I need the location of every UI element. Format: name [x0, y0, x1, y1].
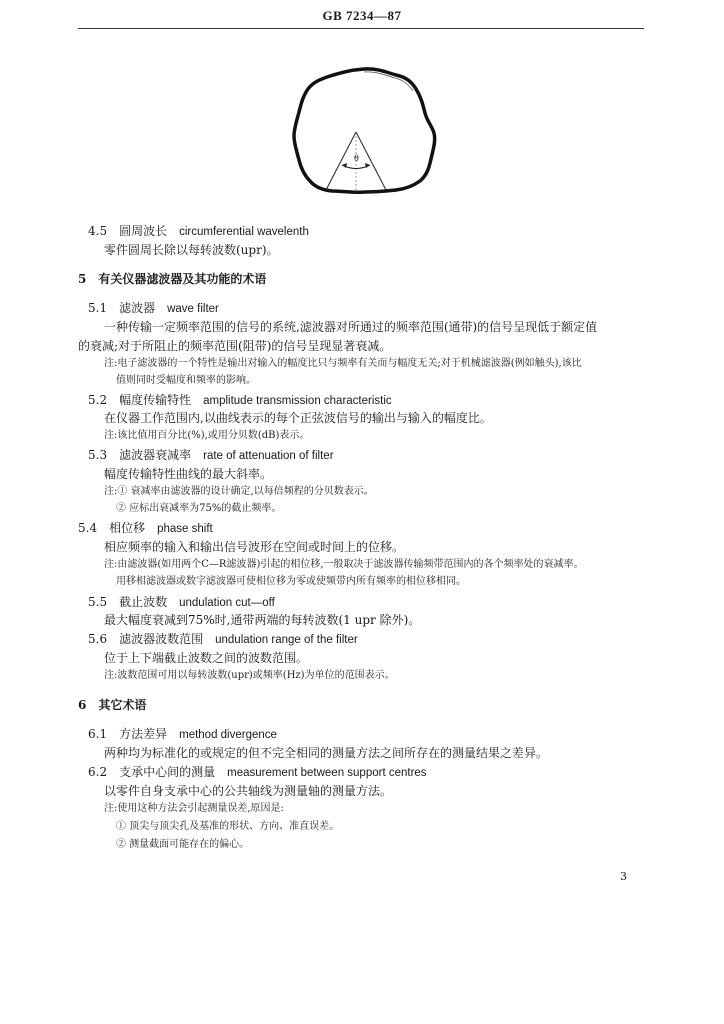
- angle-label: θ: [354, 154, 359, 163]
- term-5-1: 5.1 滤波器 wave filter: [88, 301, 219, 315]
- profile-inner-edge: [364, 72, 413, 91]
- note-5-3-item2: ② 应标出衰减率为75%的截止频率。: [116, 503, 282, 514]
- definition-4-5: 零件圆周长除以每转波数(upr)。: [104, 243, 279, 257]
- definition-6-2: 以零件自身支承中心的公共轴线为测量轴的测量方法。: [104, 784, 393, 798]
- term-5-6: 5.6 滤波器波数范围 undulation range of the filter: [88, 632, 358, 646]
- definition-6-1: 两种均为标准化的或规定的但不完全相同的测量方法之间所存在的测量结果之差异。: [104, 746, 549, 760]
- term-5-5: 5.5 截止波数 undulation cut—off: [88, 595, 275, 609]
- section-5-heading: 5 有关仪器滤波器及其功能的术语: [78, 272, 267, 286]
- definition-5-1-line2: 的衰减;对于所阻止的频率范围(阻带)的信号呈现显著衰减。: [78, 339, 392, 353]
- note-6-2-intro: 注:使用这种方法会引起测量误差,原因是:: [104, 803, 284, 814]
- undulation-diagram: [284, 62, 444, 202]
- note-5-6: 注:波数范围可用以每转波数(upr)或频率(Hz)为单位的范围表示。: [104, 670, 395, 681]
- note-6-2-item2: ② 测量截面可能存在的偏心。: [116, 839, 250, 850]
- definition-5-5: 最大幅度衰减到75%时,通带两端的每转波数(1 upr 除外)。: [104, 613, 421, 627]
- term-4-5: 4.5 圆周波长 circumferential wavelenth: [88, 224, 309, 238]
- definition-5-1-line1: 一种传输一定频率范围的信号的系统,滤波器对所通过的频率范围(通带)的信号呈现低于额定值: [104, 320, 598, 334]
- page-number: 3: [620, 870, 627, 883]
- term-6-1: 6.1 方法差异 method divergence: [88, 727, 277, 741]
- definition-5-3: 幅度传输特性曲线的最大斜率。: [104, 467, 273, 481]
- definition-5-6: 位于上下端截止波数之间的波数范围。: [104, 651, 309, 665]
- note-5-1-line1: 注:电子滤波器的一个特性是输出对输入的幅度比只与频率有关而与幅度无关;对于机械滤波器(例如触头),该比: [104, 358, 582, 369]
- note-5-4-line2: 用移相滤波器或数字滤波器可使相位移为零或使频带内所有频率的相位移相同。: [116, 576, 466, 587]
- wedge-right-line: [356, 132, 386, 190]
- note-5-4-line1: 注:由滤波器(如用两个C—R滤波器)引起的相位移,一般取决于滤波器传输频带范围内的各个频率处的衰减率。: [104, 559, 584, 570]
- term-5-2: 5.2 幅度传输特性 amplitude transmission characteristic: [88, 393, 392, 407]
- section-6-heading: 6 其它术语: [78, 698, 147, 712]
- note-5-3-item1: 注:① 衰减率由滤波器的设计确定,以每倍频程的分贝数表示。: [104, 486, 374, 497]
- header-rule: [78, 28, 644, 29]
- note-5-1-line2: 值则同时受幅度和频率的影响。: [116, 375, 256, 386]
- definition-5-2: 在仪器工作范围内,以曲线表示的每个正弦波信号的输出与输入的幅度比。: [104, 411, 492, 425]
- definition-5-4: 相应频率的输入和输出信号波形在空间或时间上的位移。: [104, 540, 405, 554]
- standard-number: GB 7234—87: [322, 8, 402, 23]
- undulating-profile: [294, 69, 435, 192]
- term-5-3: 5.3 滤波器衰减率 rate of attenuation of filter: [88, 448, 334, 462]
- note-6-2-item1: ① 顶尖与顶尖孔及基准的形状、方向、准直误差。: [116, 821, 340, 832]
- term-6-2: 6.2 支承中心间的测量 measurement between support centres: [88, 765, 427, 779]
- wedge-left-line: [326, 132, 356, 190]
- undulation-figure: [284, 62, 444, 202]
- term-5-4: 5.4 相位移 phase shift: [78, 521, 213, 535]
- note-5-2: 注:该比值用百分比(%),或用分贝数(dB)表示。: [104, 430, 310, 441]
